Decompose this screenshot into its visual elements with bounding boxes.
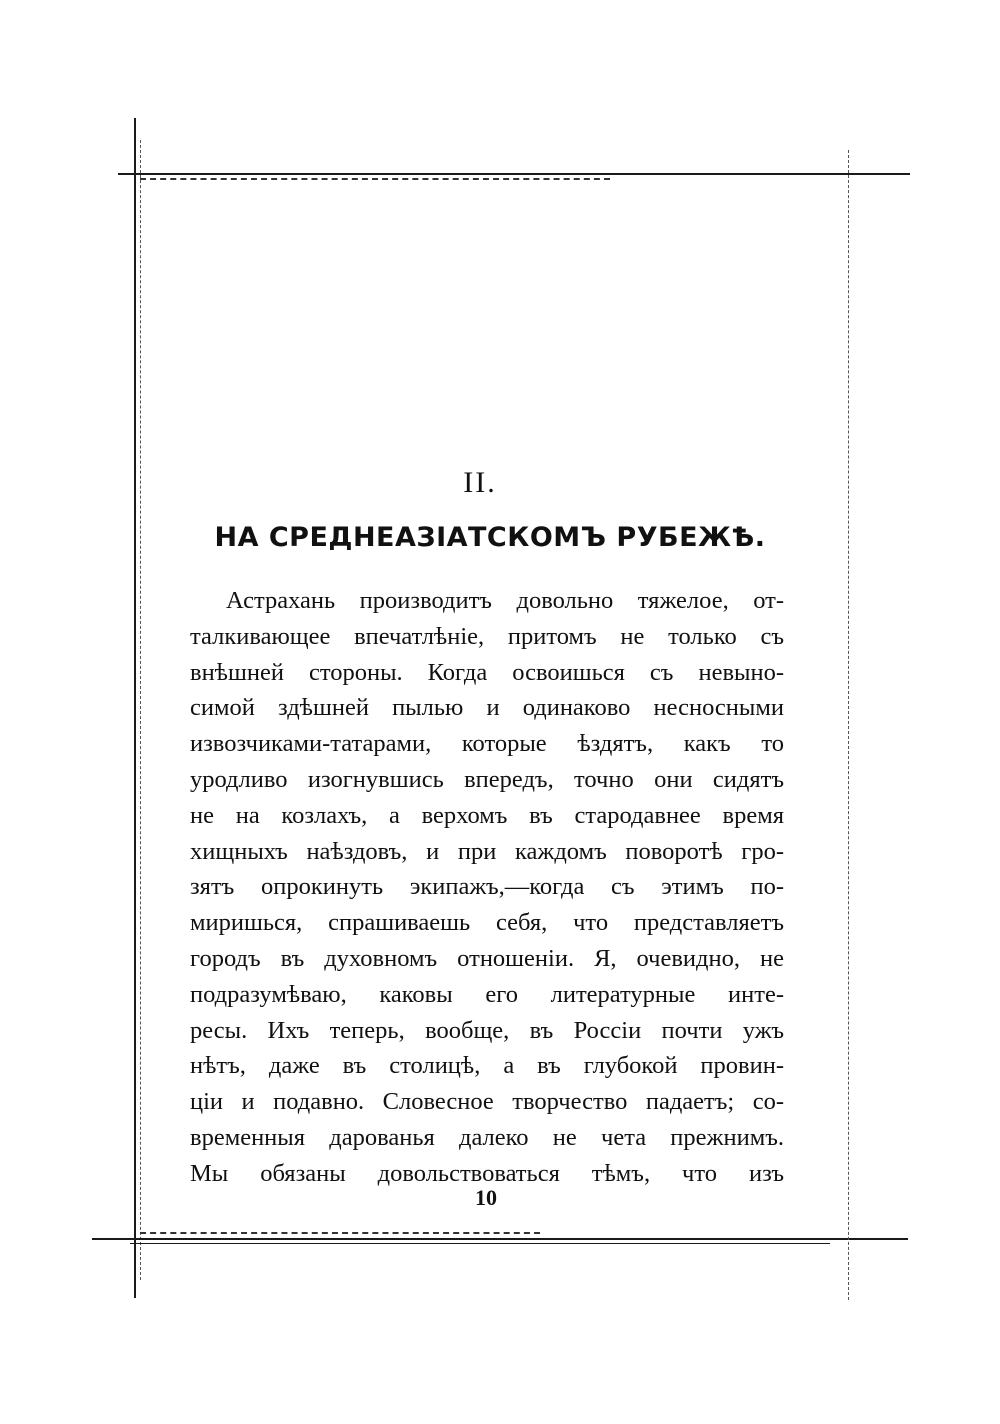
text-line: временныя дарованья далеко не чета прежнимъ. [190, 1123, 784, 1151]
frame-rule-bottom [92, 1238, 908, 1240]
text-line: Мы обязаны довольствоваться тѣмъ, что изъ [190, 1159, 784, 1187]
page-number: 10 [475, 1185, 497, 1210]
text-line: уродливо изогнувшись впередъ, точно они сидятъ [190, 765, 784, 793]
chapter-number: II. [463, 466, 497, 499]
text-line: городъ въ духовномъ отношеніи. Я, очевидно, не [190, 944, 784, 972]
text-line: хищныхъ наѣздовъ, и при каждомъ поворотѣ гро- [190, 837, 784, 865]
text-line: извозчиками-татарами, которые ѣздятъ, какъ то [190, 730, 784, 758]
frame-rule-bottom-lower [130, 1243, 830, 1244]
chapter-title: НА СРЕДНЕАЗІАТСКОМЪ РУБЕЖѢ. [214, 522, 766, 553]
text-line: нѣтъ, даже въ столицѣ, а въ глубокой провин- [190, 1052, 784, 1080]
frame-rule-left [134, 118, 136, 1298]
text-line: не на козлахъ, а верхомъ въ стародавнее время [190, 801, 784, 829]
text-line: ресы. Ихъ теперь, вообще, въ Россіи почти ужъ [190, 1016, 784, 1044]
text-line: зятъ опрокинуть экипажъ,—когда съ этимъ по- [190, 873, 784, 901]
frame-rule-right [848, 150, 849, 1300]
text-line: миришься, спрашиваешь себя, что представляетъ [190, 909, 784, 937]
frame-rule-bottom-dashed [140, 1232, 540, 1234]
frame-rule-top [118, 173, 910, 175]
text-line: подразумѣваю, каковы его литературные инте- [190, 980, 784, 1008]
text-line: талкивающее впечатлѣніе, притомъ не только съ [190, 622, 784, 650]
text-line: внѣшней стороны. Когда освоишься съ невыно- [190, 658, 784, 686]
text-line: Астрахань производитъ довольно тяжелое, от- [226, 587, 784, 614]
text-line: симой здѣшней пылью и одинаково несносными [190, 694, 784, 722]
frame-rule-left-inner [140, 140, 141, 1280]
frame-rule-top-dashed [140, 178, 610, 180]
text-line: ціи и подавно. Словесное творчество падаетъ; со- [190, 1088, 784, 1116]
body-text [190, 583, 784, 1192]
